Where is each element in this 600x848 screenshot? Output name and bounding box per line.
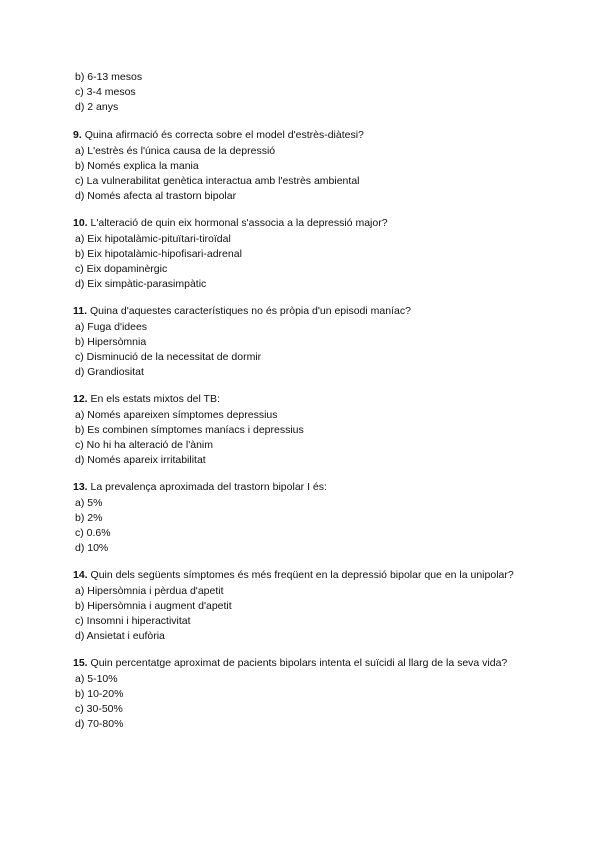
option-b: b) 10-20%: [75, 688, 124, 700]
option-a: a) L'estrès és l'única causa de la depressió: [75, 145, 276, 157]
question-text: [73, 216, 533, 231]
question-15: [73, 656, 533, 732]
question-statement: L'alteració de quin eix hormonal s'associa a la depressió major?: [90, 217, 388, 229]
option-d: d) 70-80%: [75, 718, 124, 730]
option-c: c) 3-4 mesos: [75, 86, 136, 98]
question-number: 9.: [73, 129, 82, 141]
question-11: [73, 304, 533, 380]
question-text: [73, 568, 533, 583]
question-number: 14.: [73, 569, 88, 581]
option-a: a) Eix hipotalàmic-pituïtari-tiroïdal: [75, 233, 231, 245]
question-statement: Quin dels següents símptomes és més freqüent en la depressió bipolar que en la unipolar?: [90, 569, 514, 581]
option-c: c) 30-50%: [75, 703, 123, 715]
option-a: a) Només apareixen símptomes depressius: [75, 409, 278, 421]
option-c: c) No hi ha alteració de l'ànim: [75, 439, 213, 451]
option-c: c) Insomni i hiperactivitat: [75, 615, 191, 627]
question-text: [73, 128, 533, 143]
question-text: [73, 656, 533, 671]
option-b: b) Hipersòmnia: [75, 336, 147, 348]
question-statement: La prevalença aproximada del trastorn bipolar I és:: [90, 481, 327, 493]
option-b: b) 6-13 mesos: [75, 71, 143, 83]
option-d: d) Només afecta al trastorn bipolar: [75, 190, 237, 202]
question-statement: Quin percentatge aproximat de pacients bipolars intenta el suïcidi al llarg de la seva vida?: [90, 657, 508, 669]
option-c: c) 0.6%: [75, 527, 111, 539]
option-b: b) Només explica la mania: [75, 160, 199, 172]
option-d: d) Ansietat i eufòria: [75, 630, 165, 642]
question-text: [73, 304, 533, 319]
previous-question-options: [73, 70, 533, 115]
question-statement: Quina afirmació és correcta sobre el model d'estrès-diàtesi?: [84, 129, 364, 141]
option-b: b) Hipersòmnia i augment d'apetit: [75, 600, 232, 612]
question-number: 11.: [73, 305, 88, 317]
option-b: b) Es combinen símptomes maníacs i depressius: [75, 424, 304, 436]
option-a: a) 5-10%: [75, 673, 118, 685]
option-b: b) 2%: [75, 512, 103, 524]
question-14: [73, 568, 533, 644]
option-d: d) Eix simpàtic-parasimpàtic: [75, 278, 207, 290]
question-number: 15.: [73, 657, 88, 669]
option-d: d) Grandiositat: [75, 366, 144, 378]
question-number: 12.: [73, 393, 88, 405]
question-number: 10.: [73, 217, 88, 229]
option-a: a) Hipersòmnia i pèrdua d'apetit: [75, 585, 224, 597]
option-d: d) 10%: [75, 542, 109, 554]
exam-page: [73, 70, 533, 744]
question-text: [73, 392, 533, 407]
option-c: c) Eix dopaminèrgic: [75, 263, 168, 275]
question-12: [73, 392, 533, 468]
question-9: [73, 128, 533, 204]
option-d: d) Només apareix irritabilitat: [75, 454, 206, 466]
question-statement: En els estats mixtos del TB:: [90, 393, 220, 405]
question-text: [73, 480, 533, 495]
option-a: a) 5%: [75, 497, 103, 509]
option-a: a) Fuga d'idees: [75, 321, 148, 333]
option-c: c) La vulnerabilitat genètica interactua amb l'estrès ambiental: [75, 175, 360, 187]
option-c: c) Disminució de la necessitat de dormir: [75, 351, 262, 363]
question-number: 13.: [73, 481, 88, 493]
question-statement: Quina d'aquestes característiques no és pròpia d'un episodi maníac?: [89, 305, 411, 317]
question-10: [73, 216, 533, 292]
option-b: b) Eix hipotalàmic-hipofisari-adrenal: [75, 248, 242, 260]
question-13: [73, 480, 533, 556]
option-d: d) 2 anys: [75, 101, 119, 113]
